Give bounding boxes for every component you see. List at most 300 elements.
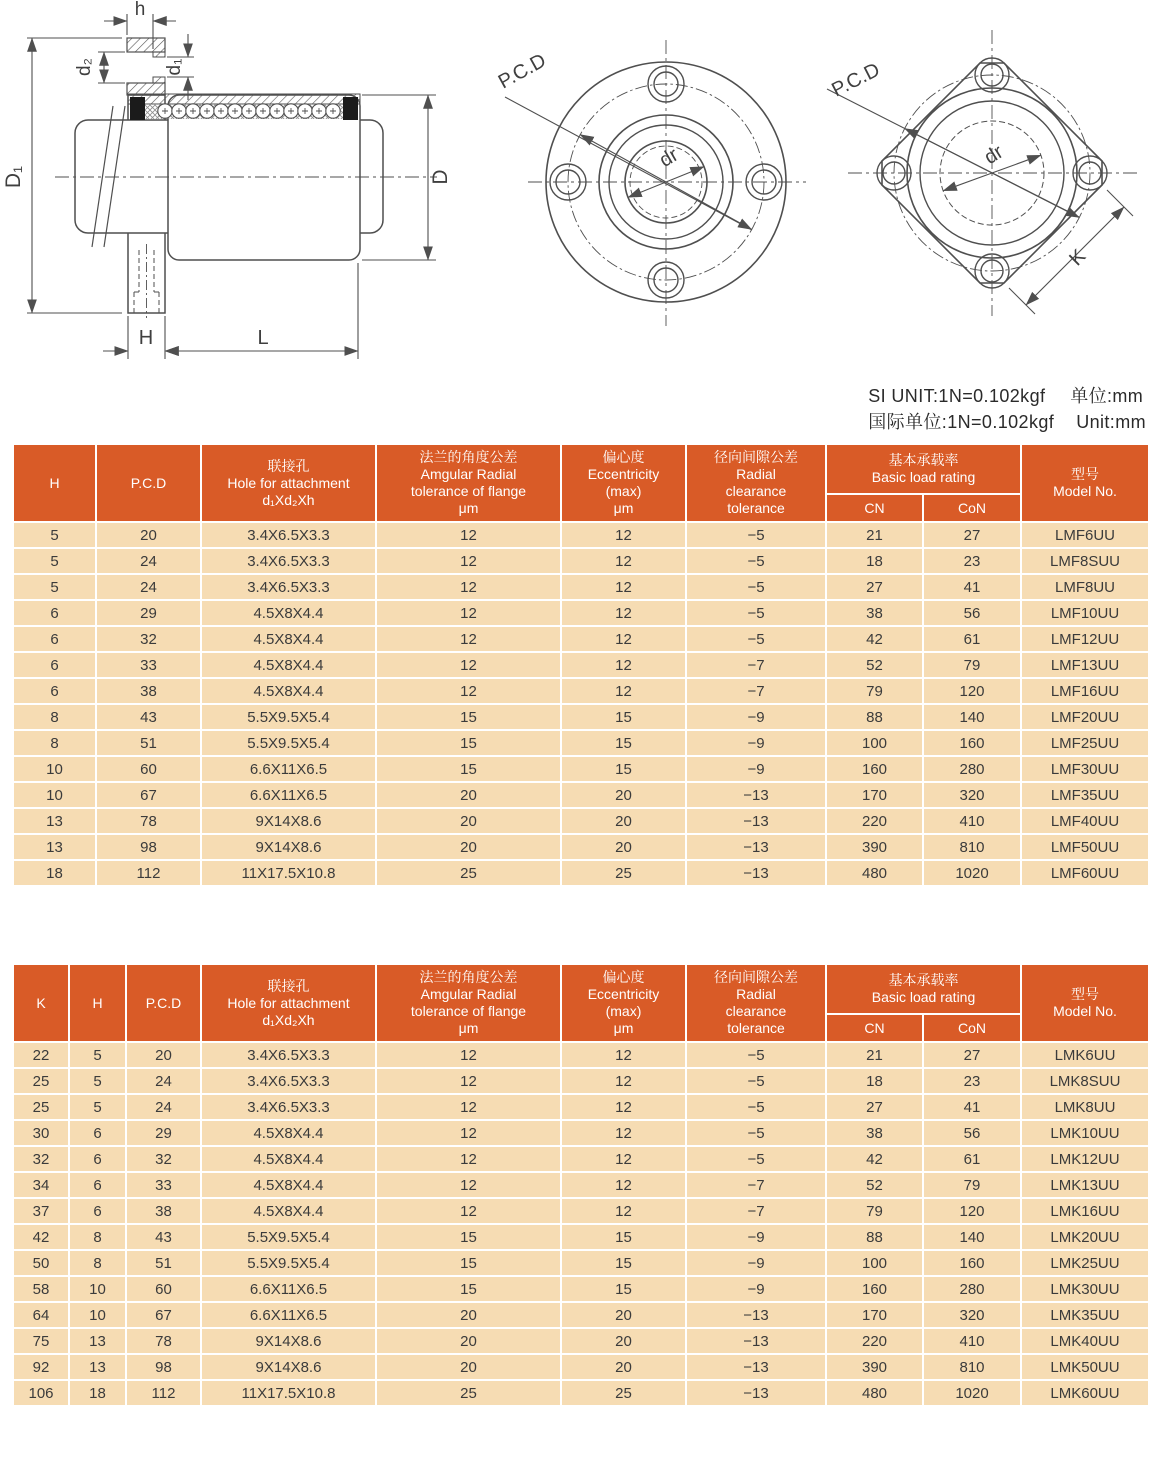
col-header-model: 型号 Model No. <box>1021 444 1149 522</box>
table-cell: 64 <box>13 1302 69 1328</box>
table-cell: 20 <box>561 834 686 860</box>
dim-label-d2: d₂ <box>74 58 95 76</box>
table-cell: LMK40UU <box>1021 1328 1149 1354</box>
table-cell: 6 <box>13 626 96 652</box>
unit-note-line1 <box>868 383 1146 409</box>
table-row <box>13 756 1149 782</box>
table-cell: 15 <box>376 756 561 782</box>
table-cell: 12 <box>376 1172 561 1198</box>
table-cell: 43 <box>126 1224 201 1250</box>
dr-label-square: dr <box>980 140 1008 169</box>
table-cell: 20 <box>96 522 201 548</box>
table-row <box>13 1172 1149 1198</box>
col-header-pcd: P.C.D <box>126 964 201 1042</box>
table-cell: 13 <box>69 1328 126 1354</box>
table-cell: 6 <box>13 600 96 626</box>
table-cell: 20 <box>376 1302 561 1328</box>
table-cell: 12 <box>376 1198 561 1224</box>
table-cell: 5 <box>69 1042 126 1068</box>
intl-unit-text: 国际单位:1N=0.102kgf <box>868 412 1055 432</box>
table-cell: 6 <box>69 1198 126 1224</box>
table-cell: −7 <box>686 652 826 678</box>
table-cell: 30 <box>13 1120 69 1146</box>
unit-mm-en: Unit:mm <box>1076 412 1146 432</box>
table-cell: −7 <box>686 1198 826 1224</box>
table-row <box>13 1042 1149 1068</box>
dim-label-D: D <box>429 169 452 185</box>
dim-label-H: H <box>138 327 154 349</box>
dim-label-K: K <box>1065 245 1091 271</box>
table-cell: 52 <box>826 652 923 678</box>
table-cell: 60 <box>96 756 201 782</box>
table-cell: −9 <box>686 756 826 782</box>
table-cell: 320 <box>923 782 1021 808</box>
table-cell: 42 <box>826 626 923 652</box>
table-row <box>13 522 1149 548</box>
table-cell: 220 <box>826 808 923 834</box>
table-cell: 51 <box>96 730 201 756</box>
table-cell: 20 <box>561 1354 686 1380</box>
table-cell: 410 <box>923 1328 1021 1354</box>
table-cell: 12 <box>376 1120 561 1146</box>
table-cell: LMK13UU <box>1021 1172 1149 1198</box>
table-row <box>13 574 1149 600</box>
table-cell: −5 <box>686 1094 826 1120</box>
table-cell: 140 <box>923 704 1021 730</box>
table-cell: 38 <box>826 1120 923 1146</box>
table-cell: 12 <box>376 574 561 600</box>
table-cell: 24 <box>96 574 201 600</box>
dim-label-L: L <box>257 327 269 349</box>
col-header-basic-load-rating: 基本承载率 Basic load rating <box>826 444 1021 494</box>
lmf-spec-table <box>12 443 1150 887</box>
table-cell: 480 <box>826 1380 923 1406</box>
table-cell: LMF12UU <box>1021 626 1149 652</box>
table-row <box>13 1146 1149 1172</box>
table-cell: 5 <box>69 1094 126 1120</box>
table-cell: 12 <box>561 1172 686 1198</box>
table-cell: 3.4X6.5X3.3 <box>201 522 376 548</box>
table-cell: 24 <box>126 1094 201 1120</box>
table-cell: 120 <box>923 1198 1021 1224</box>
col-header-pcd: P.C.D <box>96 444 201 522</box>
table-row <box>13 1198 1149 1224</box>
table-row <box>13 626 1149 652</box>
table-cell: −9 <box>686 704 826 730</box>
col-header-flange-tolerance: 法兰的角度公差 Amgular Radial tolerance of flange μm <box>376 964 561 1042</box>
table-cell: 12 <box>376 522 561 548</box>
table-cell: 25 <box>13 1094 69 1120</box>
table-cell: 12 <box>561 1094 686 1120</box>
table-cell: 20 <box>376 808 561 834</box>
table-cell: 3.4X6.5X3.3 <box>201 1042 376 1068</box>
table-cell: −5 <box>686 1120 826 1146</box>
dim-label-h: h <box>134 0 146 20</box>
table-cell: 78 <box>96 808 201 834</box>
table-cell: 18 <box>826 548 923 574</box>
table-cell: 160 <box>826 756 923 782</box>
table-cell: 79 <box>826 678 923 704</box>
table-cell: 280 <box>923 1276 1021 1302</box>
table-cell: 29 <box>126 1120 201 1146</box>
table-cell: 56 <box>923 600 1021 626</box>
table-cell: 220 <box>826 1328 923 1354</box>
col-header-cn: CN <box>826 1014 923 1042</box>
table-cell: −5 <box>686 1042 826 1068</box>
table-cell: −5 <box>686 548 826 574</box>
table-cell: −5 <box>686 626 826 652</box>
table-row <box>13 1068 1149 1094</box>
table-cell: 61 <box>923 626 1021 652</box>
table-cell: 5 <box>13 548 96 574</box>
table-cell: 12 <box>561 574 686 600</box>
table-cell: 9X14X8.6 <box>201 834 376 860</box>
table-cell: 23 <box>923 1068 1021 1094</box>
table-cell: 12 <box>376 548 561 574</box>
col-header-con: CoN <box>923 494 1021 522</box>
table-cell: −13 <box>686 834 826 860</box>
table-row <box>13 1380 1149 1406</box>
table-cell: LMK30UU <box>1021 1276 1149 1302</box>
table-cell: LMF25UU <box>1021 730 1149 756</box>
table-cell: 67 <box>126 1302 201 1328</box>
seal-left <box>130 97 145 120</box>
table-cell: 79 <box>826 1198 923 1224</box>
table-cell: 390 <box>826 834 923 860</box>
table-cell: 27 <box>923 522 1021 548</box>
table-cell: 4.5X8X4.4 <box>201 1146 376 1172</box>
table-cell: 32 <box>96 626 201 652</box>
table-cell: 88 <box>826 704 923 730</box>
table-cell: LMK16UU <box>1021 1198 1149 1224</box>
table-cell: 12 <box>561 522 686 548</box>
side-section-drawing <box>2 0 452 359</box>
unit-note <box>868 383 1146 435</box>
col-header-k: K <box>13 964 69 1042</box>
table-cell: 78 <box>126 1328 201 1354</box>
dr-label-round: dr <box>655 143 683 172</box>
table-row <box>13 1224 1149 1250</box>
table-cell: 27 <box>826 1094 923 1120</box>
table-cell: 4.5X8X4.4 <box>201 1172 376 1198</box>
table-cell: 4.5X8X4.4 <box>201 600 376 626</box>
table-cell: 12 <box>376 1042 561 1068</box>
table-cell: 41 <box>923 1094 1021 1120</box>
table-cell: 15 <box>561 1224 686 1250</box>
table-cell: 3.4X6.5X3.3 <box>201 1068 376 1094</box>
table-cell: 24 <box>96 548 201 574</box>
table-cell: 15 <box>376 1224 561 1250</box>
table-cell: LMF8SUU <box>1021 548 1149 574</box>
table-cell: LMF35UU <box>1021 782 1149 808</box>
dim-label-d1: d₁ <box>164 58 185 76</box>
table-row <box>13 704 1149 730</box>
table-cell: 9X14X8.6 <box>201 808 376 834</box>
table-cell: 160 <box>826 1276 923 1302</box>
table-cell: 8 <box>69 1250 126 1276</box>
seal-right <box>343 97 358 120</box>
table-cell: 27 <box>826 574 923 600</box>
table-cell: 5 <box>69 1068 126 1094</box>
table-cell: 21 <box>826 522 923 548</box>
table-cell: 12 <box>561 1068 686 1094</box>
table-cell: 20 <box>376 782 561 808</box>
pcd-label-round: P.C.D <box>494 49 550 94</box>
table-cell: 12 <box>561 600 686 626</box>
table-cell: 20 <box>561 808 686 834</box>
table-cell: 5 <box>13 574 96 600</box>
table-cell: 20 <box>561 1302 686 1328</box>
col-header-cn: CN <box>826 494 923 522</box>
table-cell: −9 <box>686 1276 826 1302</box>
table-cell: LMF20UU <box>1021 704 1149 730</box>
col-header-basic-load-rating: 基本承载率 Basic load rating <box>826 964 1021 1014</box>
table-cell: −13 <box>686 860 826 886</box>
table-cell: 5 <box>13 522 96 548</box>
table-cell: 10 <box>13 782 96 808</box>
table-cell: 20 <box>376 1328 561 1354</box>
table-cell: 6 <box>69 1172 126 1198</box>
unit-note-line2 <box>868 409 1146 435</box>
table-cell: 11X17.5X10.8 <box>201 860 376 886</box>
col-header-flange-tolerance: 法兰的角度公差 Amgular Radial tolerance of flange μm <box>376 444 561 522</box>
square-flange-drawing <box>827 30 1138 316</box>
table-cell: LMF60UU <box>1021 860 1149 886</box>
table-cell: −13 <box>686 782 826 808</box>
table-cell: 20 <box>561 1328 686 1354</box>
table-cell: 12 <box>561 1198 686 1224</box>
table-cell: −7 <box>686 678 826 704</box>
table-row <box>13 600 1149 626</box>
table-cell: −7 <box>686 1172 826 1198</box>
table-cell: 6.6X11X6.5 <box>201 782 376 808</box>
table-cell: 12 <box>376 626 561 652</box>
lmk-spec-table <box>12 963 1150 1407</box>
table-cell: 56 <box>923 1120 1021 1146</box>
table-cell: −13 <box>686 1302 826 1328</box>
table-cell: 11X17.5X10.8 <box>201 1380 376 1406</box>
table-row <box>13 808 1149 834</box>
col-header-eccentricity: 偏心度 Eccentricity (max) μm <box>561 444 686 522</box>
lmf-table-body <box>13 522 1149 886</box>
table-cell: 21 <box>826 1042 923 1068</box>
table-cell: −5 <box>686 1146 826 1172</box>
col-header-h: H <box>13 444 96 522</box>
table-cell: 160 <box>923 730 1021 756</box>
table-cell: 20 <box>376 1354 561 1380</box>
col-header-eccentricity: 偏心度 Eccentricity (max) μm <box>561 964 686 1042</box>
table-cell: LMK35UU <box>1021 1302 1149 1328</box>
table-cell: 6 <box>69 1146 126 1172</box>
table-cell: LMF8UU <box>1021 574 1149 600</box>
table-cell: 41 <box>923 574 1021 600</box>
table-cell: LMF16UU <box>1021 678 1149 704</box>
table-cell: LMF30UU <box>1021 756 1149 782</box>
col-header-hole: 联接孔 Hole for attachment d₁Xd₂Xh <box>201 964 376 1042</box>
table-cell: 52 <box>826 1172 923 1198</box>
table-cell: LMK12UU <box>1021 1146 1149 1172</box>
table-cell: 10 <box>69 1276 126 1302</box>
table-cell: 12 <box>376 1146 561 1172</box>
table-cell: 98 <box>96 834 201 860</box>
dim-label-D1: D₁ <box>2 165 25 189</box>
table-cell: 20 <box>376 834 561 860</box>
table-cell: LMF40UU <box>1021 808 1149 834</box>
col-header-hole: 联接孔 Hole for attachment d₁Xd₂Xh <box>201 444 376 522</box>
table-cell: 25 <box>561 860 686 886</box>
table-cell: 8 <box>13 730 96 756</box>
table-cell: 170 <box>826 1302 923 1328</box>
table-cell: 4.5X8X4.4 <box>201 652 376 678</box>
table-cell: 15 <box>376 1250 561 1276</box>
table-cell: 5.5X9.5X5.4 <box>201 1224 376 1250</box>
table-cell: 3.4X6.5X3.3 <box>201 574 376 600</box>
table-cell: 112 <box>96 860 201 886</box>
table-cell: 27 <box>923 1042 1021 1068</box>
table-cell: LMK8UU <box>1021 1094 1149 1120</box>
table-cell: −13 <box>686 1380 826 1406</box>
pcd-label-square: P.C.D <box>828 58 884 102</box>
table-cell: 100 <box>826 1250 923 1276</box>
table-cell: LMK6UU <box>1021 1042 1149 1068</box>
table-cell: 32 <box>13 1146 69 1172</box>
si-unit-text: SI UNIT:1N=0.102kgf <box>868 386 1046 406</box>
table-cell: 42 <box>826 1146 923 1172</box>
table-cell: LMK25UU <box>1021 1250 1149 1276</box>
table-cell: 410 <box>923 808 1021 834</box>
table-cell: LMF10UU <box>1021 600 1149 626</box>
table-cell: 810 <box>923 834 1021 860</box>
table-row <box>13 1276 1149 1302</box>
table-cell: −13 <box>686 808 826 834</box>
table-row <box>13 652 1149 678</box>
table-cell: 4.5X8X4.4 <box>201 1120 376 1146</box>
col-header-model: 型号 Model No. <box>1021 964 1149 1042</box>
table-cell: 15 <box>561 704 686 730</box>
table-cell: 15 <box>561 1250 686 1276</box>
table-cell: 120 <box>923 678 1021 704</box>
unit-mm-zh: 单位:mm <box>1070 386 1144 406</box>
table-cell: 43 <box>96 704 201 730</box>
table-cell: 280 <box>923 756 1021 782</box>
table-cell: 24 <box>126 1068 201 1094</box>
technical-drawings <box>0 0 1160 382</box>
table-cell: 88 <box>826 1224 923 1250</box>
table-row <box>13 548 1149 574</box>
table-cell: 6.6X11X6.5 <box>201 756 376 782</box>
table-cell: 10 <box>13 756 96 782</box>
table-cell: 170 <box>826 782 923 808</box>
table-cell: 32 <box>126 1146 201 1172</box>
table-cell: 38 <box>826 600 923 626</box>
table-cell: 6.6X11X6.5 <box>201 1276 376 1302</box>
table-cell: 15 <box>561 730 686 756</box>
table-cell: 15 <box>376 730 561 756</box>
table-cell: 10 <box>69 1302 126 1328</box>
table-row <box>13 1354 1149 1380</box>
table-cell: 6.6X11X6.5 <box>201 1302 376 1328</box>
table-cell: 15 <box>561 756 686 782</box>
table-cell: 6 <box>69 1120 126 1146</box>
table-cell: 79 <box>923 1172 1021 1198</box>
table-row <box>13 1120 1149 1146</box>
table-row <box>13 860 1149 886</box>
table-cell: 480 <box>826 860 923 886</box>
table-cell: −5 <box>686 574 826 600</box>
col-header-con: CoN <box>923 1014 1021 1042</box>
table-cell: 3.4X6.5X3.3 <box>201 1094 376 1120</box>
table-cell: 50 <box>13 1250 69 1276</box>
table-cell: 33 <box>96 652 201 678</box>
table-cell: −13 <box>686 1354 826 1380</box>
table-cell: 320 <box>923 1302 1021 1328</box>
table-cell: 25 <box>376 860 561 886</box>
table-cell: 12 <box>561 626 686 652</box>
table-cell: −5 <box>686 1068 826 1094</box>
table-cell: LMK60UU <box>1021 1380 1149 1406</box>
table-cell: 33 <box>126 1172 201 1198</box>
table-cell: 1020 <box>923 1380 1021 1406</box>
table-cell: LMK20UU <box>1021 1224 1149 1250</box>
table-cell: 5.5X9.5X5.4 <box>201 704 376 730</box>
table-cell: 12 <box>376 1094 561 1120</box>
table-cell: −9 <box>686 730 826 756</box>
table-row <box>13 678 1149 704</box>
table-cell: 38 <box>126 1198 201 1224</box>
table-cell: −5 <box>686 600 826 626</box>
table-cell: −13 <box>686 1328 826 1354</box>
table-cell: LMK8SUU <box>1021 1068 1149 1094</box>
round-flange-drawing <box>495 40 806 326</box>
table-cell: 25 <box>376 1380 561 1406</box>
table-cell: 23 <box>923 548 1021 574</box>
table-cell: 1020 <box>923 860 1021 886</box>
table-cell: 12 <box>376 678 561 704</box>
table-cell: 37 <box>13 1198 69 1224</box>
table-cell: 75 <box>13 1328 69 1354</box>
table-cell: 12 <box>561 1120 686 1146</box>
table-cell: 3.4X6.5X3.3 <box>201 548 376 574</box>
table-cell: 9X14X8.6 <box>201 1354 376 1380</box>
table-cell: 12 <box>561 1042 686 1068</box>
table-cell: 13 <box>13 834 96 860</box>
table-row <box>13 1094 1149 1120</box>
table-cell: 5.5X9.5X5.4 <box>201 730 376 756</box>
table-cell: 13 <box>13 808 96 834</box>
table-cell: 18 <box>69 1380 126 1406</box>
table-cell: 140 <box>923 1224 1021 1250</box>
table-cell: 29 <box>96 600 201 626</box>
table-cell: LMF13UU <box>1021 652 1149 678</box>
table-cell: 42 <box>13 1224 69 1250</box>
table-cell: 112 <box>126 1380 201 1406</box>
table-cell: 18 <box>826 1068 923 1094</box>
table-cell: 12 <box>561 678 686 704</box>
table-cell: 60 <box>126 1276 201 1302</box>
table-cell: 20 <box>561 782 686 808</box>
table-cell: 100 <box>826 730 923 756</box>
table-cell: 67 <box>96 782 201 808</box>
table-cell: 12 <box>376 1068 561 1094</box>
table-row <box>13 782 1149 808</box>
table-cell: 15 <box>376 1276 561 1302</box>
table-cell: 4.5X8X4.4 <box>201 1198 376 1224</box>
col-header-radial-clearance: 径向间隙公差 Radial clearance tolerance <box>686 444 826 522</box>
table-cell: 810 <box>923 1354 1021 1380</box>
table-cell: 5.5X9.5X5.4 <box>201 1250 376 1276</box>
table-row <box>13 730 1149 756</box>
table-cell: 51 <box>126 1250 201 1276</box>
